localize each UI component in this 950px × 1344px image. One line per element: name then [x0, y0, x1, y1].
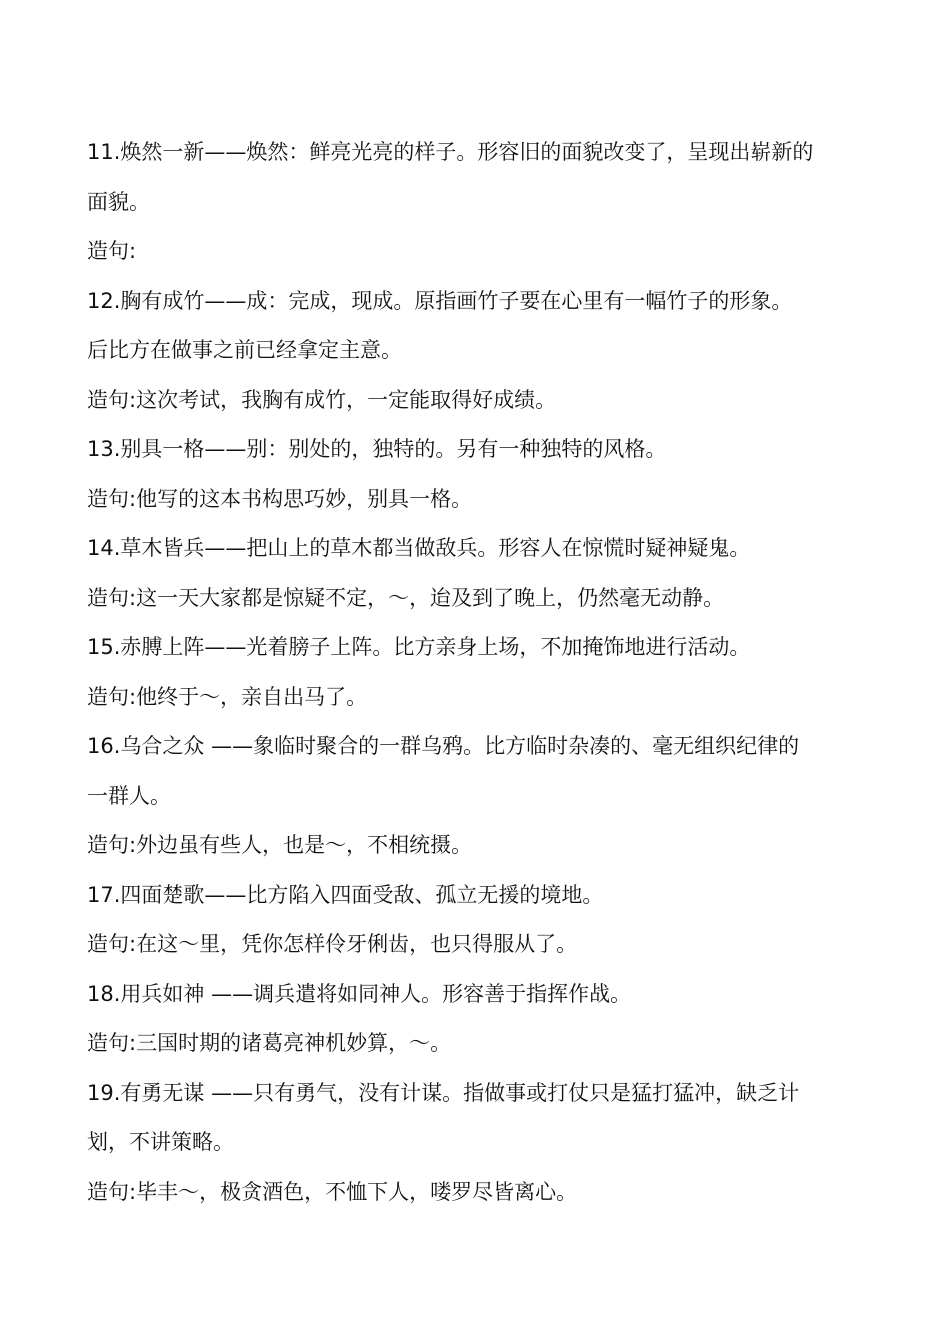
entry-11-definition: 11.焕然一新——焕然：鲜亮光亮的样子。形容旧的面貌改变了，呈现出崭新的	[87, 140, 814, 164]
entry-14-definition: 14.草木皆兵——把山上的草木都当做敌兵。形容人在惊慌时疑神疑鬼。	[87, 536, 751, 560]
entry-19-definition: 19.有勇无谋 ——只有勇气，没有计谋。指做事或打仗只是猛打猛冲，缺乏计	[87, 1080, 800, 1105]
entry-16-example: 造句:外边虽有些人，也是～，不相统摄。	[87, 833, 473, 857]
entry-16-definition: 16.乌合之众 ——象临时聚合的一群乌鸦。比方临时杂凑的、毫无组织纪律的	[87, 734, 800, 758]
entry-12-definition: 12.胸有成竹——成：完成，现成。原指画竹子要在心里有一幅竹子的形象。	[87, 288, 793, 313]
entry-12-definition-cont: 后比方在做事之前已经拿定主意。	[87, 338, 402, 362]
entry-16-definition-cont: 一群人。	[87, 783, 171, 808]
entry-18-definition: 18.用兵如神 ——调兵遣将如同神人。形容善于指挥作战。	[87, 981, 632, 1006]
entry-12-example: 造句:这次考试，我胸有成竹，一定能取得好成绩。	[87, 387, 557, 412]
entry-14-example: 造句:这一天大家都是惊疑不定，～，迨及到了晚上，仍然毫无动静。	[87, 585, 725, 610]
entry-17-example: 造句:在这～里，凭你怎样伶牙俐齿，也只得服从了。	[87, 932, 578, 956]
entry-15-definition: 15.赤膊上阵——光着膀子上阵。比方亲身上场，不加掩饰地进行活动。	[87, 635, 751, 659]
document-body	[87, 128, 872, 1217]
entry-11-definition-cont: 面貌。	[87, 189, 150, 214]
entry-19-example: 造句:毕丰～，极贪酒色，不恤下人，喽罗尽皆离心。	[87, 1179, 578, 1204]
entry-13-example: 造句:他写的这本书构思巧妙，别具一格。	[87, 486, 473, 511]
entry-19-definition-cont: 划，不讲策略。	[87, 1130, 234, 1154]
entry-13-definition: 13.别具一格——别：别处的，独特的。另有一种独特的风格。	[87, 437, 667, 461]
entry-17-definition: 17.四面楚歌——比方陷入四面受敌、孤立无援的境地。	[87, 882, 604, 907]
entry-18-example: 造句:三国时期的诸葛亮神机妙算，～。	[87, 1031, 452, 1055]
entry-15-example: 造句:他终于～，亲自出马了。	[87, 684, 368, 709]
entry-11-example: 造句:	[87, 239, 137, 263]
